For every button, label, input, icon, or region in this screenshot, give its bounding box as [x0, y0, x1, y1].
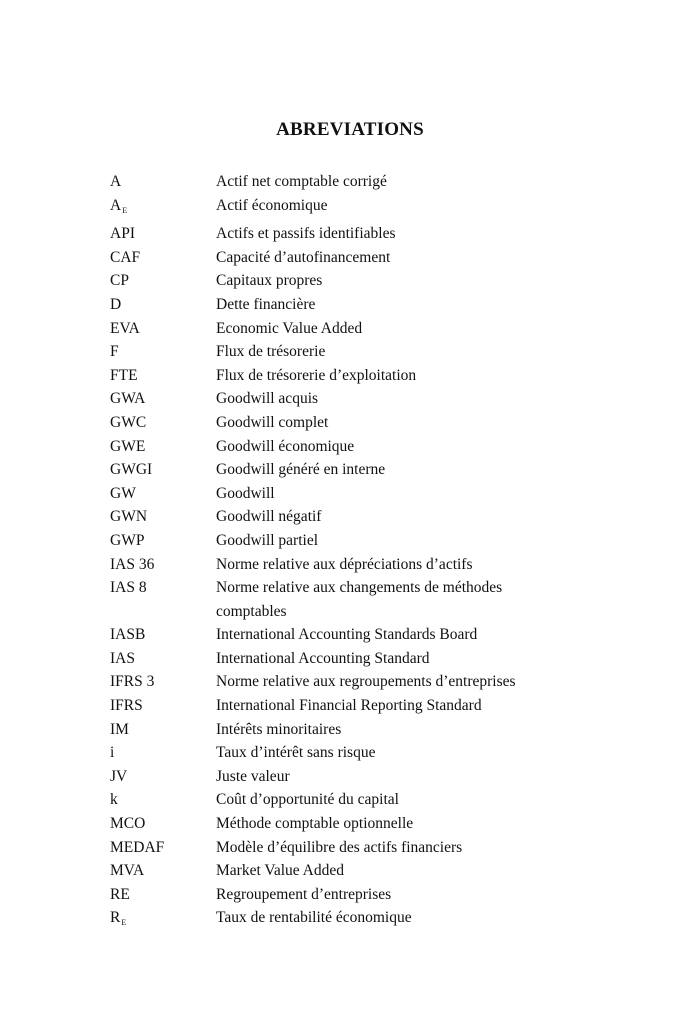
abbreviation-definition: Flux de trésorerie — [216, 343, 326, 361]
abbreviation-row — [110, 788, 610, 812]
abbreviation-term-text: MVA — [110, 862, 145, 880]
abbreviation-term — [110, 194, 216, 223]
abbreviation-term — [110, 906, 216, 935]
abbreviation-term-text: IASB — [110, 626, 146, 644]
abbreviation-term — [110, 246, 216, 270]
abbreviation-definition: Market Value Added — [216, 862, 344, 880]
abbreviation-row — [110, 435, 610, 459]
abbreviation-term-text: A — [110, 173, 122, 190]
abbreviation-definition: Goodwill — [216, 484, 275, 502]
abbreviation-term — [110, 269, 216, 293]
abbreviation-row — [110, 718, 610, 742]
abbreviation-definition: Actif économique — [216, 196, 328, 214]
abbreviation-term — [110, 812, 216, 836]
abbreviation-row — [110, 194, 610, 223]
abbreviation-term — [110, 576, 216, 600]
abbreviation-subscript: E — [121, 918, 127, 928]
abbreviation-term-text: A — [110, 196, 122, 214]
abbreviation-term — [110, 364, 216, 388]
abbreviation-row — [110, 505, 610, 529]
abbreviation-definition: Economic Value Added — [216, 319, 363, 337]
abbreviation-term — [110, 505, 216, 529]
abbreviation-row — [110, 458, 610, 482]
page-title: ABREVIATIONS — [276, 119, 424, 140]
abbreviation-definition: Norme relative aux regroupements d’entreprises — [216, 673, 516, 691]
abbreviation-definition: Actifs et passifs identifiables — [216, 225, 396, 243]
abbreviation-term-text: IFRS 3 — [110, 673, 155, 691]
abbreviation-term — [110, 647, 216, 671]
abbreviation-term — [110, 387, 216, 411]
abbreviation-term-text: i — [110, 744, 115, 762]
abbreviation-row — [110, 600, 610, 624]
abbreviation-row — [110, 647, 610, 671]
abbreviation-definition: Norme relative aux dépréciations d’actifs — [216, 555, 473, 573]
abbreviation-row — [110, 411, 610, 435]
abbreviation-row — [110, 623, 610, 647]
abbreviation-definition: Capitaux propres — [216, 272, 323, 290]
abbreviation-row — [110, 246, 610, 270]
abbreviation-term-text: R — [110, 909, 121, 927]
abbreviation-term-text: MCO — [110, 815, 146, 833]
abbreviation-row — [110, 670, 610, 694]
abbreviation-term — [110, 718, 216, 742]
abbreviation-definition: Goodwill acquis — [216, 390, 319, 408]
abbreviation-row — [110, 553, 610, 577]
abbreviation-row — [110, 812, 610, 836]
abbreviation-term-text: D — [110, 295, 122, 313]
abbreviation-row — [110, 364, 610, 388]
abbreviation-row — [110, 694, 610, 718]
abbreviation-term — [110, 694, 216, 718]
abbreviation-term — [110, 411, 216, 435]
abbreviation-row — [110, 317, 610, 341]
abbreviation-definition: Taux d’intérêt sans risque — [216, 744, 376, 762]
abbreviation-definition: Goodwill économique — [216, 437, 355, 455]
abbreviation-row — [110, 387, 610, 411]
abbreviation-term — [110, 340, 216, 364]
abbreviation-row — [110, 883, 610, 907]
abbreviation-term-text: GWE — [110, 437, 146, 455]
abbreviation-definition: Flux de trésorerie d’exploitation — [216, 366, 417, 384]
abbreviation-term-text: IM — [110, 720, 129, 738]
abbreviation-definition: Goodwill négatif — [216, 508, 322, 526]
abbreviation-definition: Goodwill partiel — [216, 531, 319, 549]
abbreviation-term — [110, 553, 216, 577]
abbreviation-row — [110, 859, 610, 883]
abbreviation-term — [110, 317, 216, 341]
abbreviation-term-text: IAS 8 — [110, 579, 147, 597]
abbreviation-definition: International Financial Reporting Standard — [216, 697, 482, 715]
abbreviation-term — [110, 788, 216, 812]
abbreviation-term — [110, 458, 216, 482]
abbreviation-definition: Capacité d’autofinancement — [216, 248, 391, 266]
abbreviation-term-text: GW — [110, 484, 136, 502]
abbreviation-definition: International Accounting Standards Board — [216, 626, 478, 644]
abbreviation-term-text: GWGI — [110, 461, 153, 479]
abbreviation-term — [110, 600, 216, 624]
abbreviation-term — [110, 482, 216, 506]
abbreviation-term-text: GWC — [110, 413, 147, 431]
abbreviation-definition: Modèle d’équilibre des actifs financiers — [216, 838, 463, 856]
abbreviation-definition: International Accounting Standard — [216, 649, 430, 667]
abbreviation-row — [110, 906, 610, 935]
abbreviation-list — [110, 170, 610, 935]
abbreviation-term — [110, 170, 216, 194]
abbreviation-definition: Dette financière — [216, 295, 316, 313]
abbreviation-term — [110, 670, 216, 694]
abbreviation-term — [110, 529, 216, 553]
abbreviation-row — [110, 765, 610, 789]
abbreviation-term — [110, 623, 216, 647]
abbreviation-term-text: GWN — [110, 508, 148, 526]
abbreviation-row — [110, 340, 610, 364]
abbreviation-term-text: GWP — [110, 531, 145, 549]
abbreviation-row — [110, 170, 610, 194]
abbreviation-row — [110, 482, 610, 506]
abbreviation-row — [110, 293, 610, 317]
abbreviation-term — [110, 859, 216, 883]
abbreviation-term — [110, 883, 216, 907]
abbreviation-term-text: k — [110, 791, 118, 809]
abbreviation-row — [110, 529, 610, 553]
abbreviation-term — [110, 435, 216, 459]
abbreviation-definition: Intérêts minoritaires — [216, 720, 342, 738]
abbreviation-row — [110, 576, 610, 600]
abbreviation-definition: Goodwill complet — [216, 413, 329, 431]
abbreviation-row — [110, 741, 610, 765]
abbreviation-term-text: EVA — [110, 319, 140, 337]
abbreviation-term — [110, 836, 216, 860]
abbreviation-definition: Goodwill généré en interne — [216, 461, 386, 479]
abbreviation-definition: Juste valeur — [216, 767, 290, 785]
abbreviation-term-text: JV — [110, 767, 128, 785]
abbreviation-term-text: F — [110, 343, 119, 361]
abbreviation-term-text: API — [110, 225, 135, 243]
abbreviation-definition: Regroupement d’entreprises — [216, 885, 392, 903]
abbreviation-term-text: GWA — [110, 390, 146, 408]
abbreviation-row — [110, 222, 610, 246]
abbreviation-term — [110, 293, 216, 317]
abbreviation-definition: comptables — [216, 602, 287, 620]
abbreviation-definition: Norme relative aux changements de méthodes — [216, 579, 503, 597]
abbreviation-term — [110, 765, 216, 789]
abbreviation-term — [110, 222, 216, 246]
abbreviation-term-text: IAS 36 — [110, 555, 155, 573]
abbreviation-term-text: CAF — [110, 248, 141, 266]
abbreviation-term-text: RE — [110, 885, 130, 903]
abbreviation-term-text: FTE — [110, 366, 138, 384]
abbreviation-term-text: IFRS — [110, 697, 143, 715]
abbreviation-row — [110, 269, 610, 293]
abbreviation-definition: Actif net comptable corrigé — [216, 173, 387, 190]
abbreviation-row — [110, 836, 610, 860]
abbreviation-subscript: E — [122, 205, 128, 215]
abbreviation-definition: Coût d’opportunité du capital — [216, 791, 399, 809]
abbreviation-definition: Taux de rentabilité économique — [216, 909, 412, 927]
abbreviation-term-text: CP — [110, 272, 129, 290]
abbreviation-term — [110, 741, 216, 765]
abbreviation-definition: Méthode comptable optionnelle — [216, 815, 414, 833]
abbreviation-term-text: IAS — [110, 649, 135, 667]
abbreviation-term-text: MEDAF — [110, 838, 165, 856]
